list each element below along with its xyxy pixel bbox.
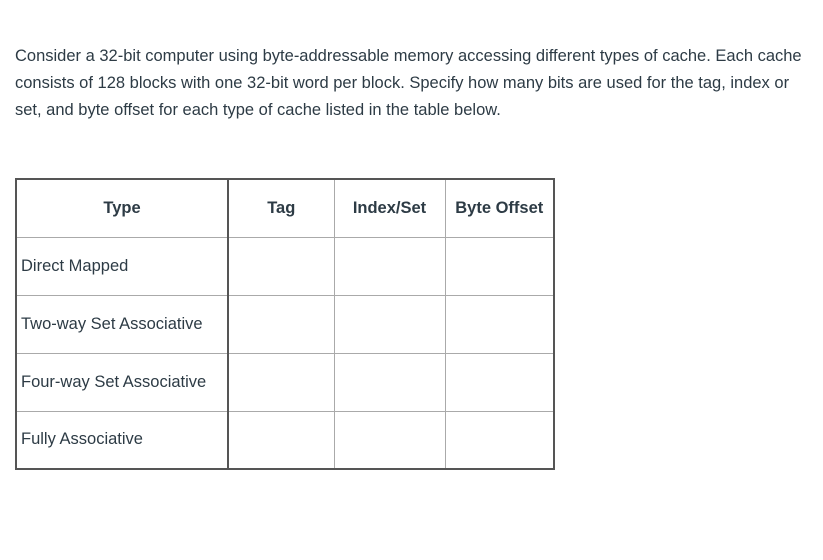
- table-row: [16, 295, 554, 353]
- byte-offset-cell: [445, 353, 554, 411]
- index-set-cell: [334, 237, 445, 295]
- cache-table: [15, 178, 555, 470]
- byte-offset-cell: [445, 295, 554, 353]
- question-text: [15, 43, 815, 124]
- header-index-set: Index/Set: [334, 179, 445, 237]
- header-tag: Tag: [228, 179, 334, 237]
- type-cell: Fully Associative: [16, 411, 228, 469]
- table-header-row: [16, 179, 554, 237]
- table-row: [16, 411, 554, 469]
- index-set-cell: [334, 353, 445, 411]
- tag-cell: [228, 411, 334, 469]
- table-row: [16, 237, 554, 295]
- byte-offset-cell: [445, 411, 554, 469]
- header-byte-offset: Byte Offset: [445, 179, 554, 237]
- question-paragraph: Consider a 32-bit computer using byte-addressable memory accessing different types of cache. Each cache consists of 128 blocks with one 32-bit word per block. Specify how many bits are used for the tag, index or set, and byte offset for each type of cache listed in the table below.: [15, 47, 802, 119]
- type-cell: Four-way Set Associative: [16, 353, 228, 411]
- byte-offset-cell: [445, 237, 554, 295]
- header-type: Type: [16, 179, 228, 237]
- table-row: [16, 353, 554, 411]
- tag-cell: [228, 237, 334, 295]
- index-set-cell: [334, 411, 445, 469]
- tag-cell: [228, 295, 334, 353]
- tag-cell: [228, 353, 334, 411]
- type-cell: Two-way Set Associative: [16, 295, 228, 353]
- type-cell: Direct Mapped: [16, 237, 228, 295]
- index-set-cell: [334, 295, 445, 353]
